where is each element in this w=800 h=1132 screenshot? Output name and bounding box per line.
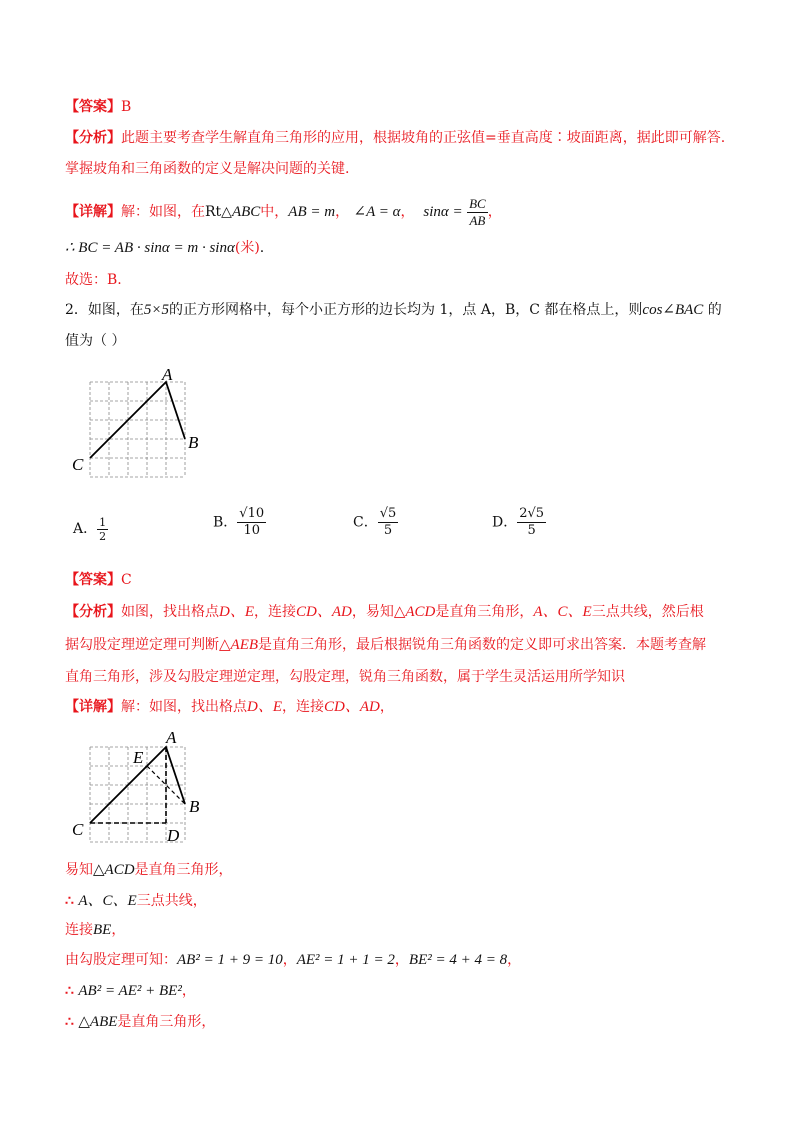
q2-line-pythag: 由勾股定理可知：AB² = 1 + 9 = 10，AE² = 1 + 1 = 2，BE² = 4 + 4 = 8， [65,952,522,968]
sin-fraction: $\frac{BC}{AB}$ [469,195,486,228]
q2-line-acd: 易知△ACD是直角三角形， [65,862,233,878]
label-c: C [72,820,84,839]
label-b: B [189,797,200,816]
q1-answer-line [65,97,131,117]
grid-figure-2 [70,727,220,849]
q2-analysis-line1: 【分析】如图，找出格点D、E，连接CD、AD，易知△ACD是直角三角形，A、C、E三点共线，然后根 [65,604,704,620]
q2-stem-line1: 2．如图，在5×5的正方形网格中，每个小正方形的边长均为 1，点 A，B，C 都在格点上，则cos∠BAC 的 [65,302,722,318]
label-e: E [133,748,144,767]
grid-figure-1 [70,362,210,482]
label-a: A [162,365,173,384]
q1-detail-line: 【详解】解：如图，在Rt△ABC中，AB = m， ∠A = α， sinα = $\frac{BC}{AB}$ ， [65,195,502,228]
analysis-tag: 【分析】 [65,130,121,146]
detail-tag: 【详解】 [65,204,121,220]
q2-line-be: 连接BE， [65,922,126,938]
label-c: C [72,455,84,474]
option-d[interactable]: D． $\frac{2√5}{5}$ [492,506,545,538]
q1-analysis-line1 [65,128,725,148]
analysis-text: 此题主要考查学生解直角三角形的应用，根据坡角的正弦值=垂直高度∶坡面距离，据此即可解答. [121,130,726,146]
q1-calc-line: ∴ BC = AB · sinα = m · sinα(米). [65,240,265,256]
q2-analysis-line2: 据勾股定理逆定理可判断△AEB是直角三角形，最后根据锐角三角函数的定义即可求出答案．本题考查解 [65,637,707,653]
label-b: B [188,433,199,452]
option-a[interactable]: A． $\frac{1}{2}$ [73,515,107,543]
label-d: D [167,826,180,845]
q2-line-ace: ∴ A、C、E三点共线， [65,893,207,909]
q1-analysis-line2: 掌握坡角和三角函数的定义是解决问题的关键. [65,161,350,177]
q2-detail-line: 【详解】解：如图，找出格点D、E，连接CD、AD， [65,699,394,715]
q2-stem-line2: 值为（ ） [65,333,126,349]
q2-line-abe: ∴ △ABE是直角三角形， [65,1014,216,1030]
q2-answer-line: 【答案】C [65,572,132,588]
option-c[interactable]: C． $\frac{√5}{5}$ [353,506,397,538]
label-a: A [166,728,177,747]
q1-choose-line: 故选：B. [65,272,122,288]
q2-line-eq: ∴ AB² = AE² + BE²， [65,983,196,999]
q2-analysis-line3: 直角三角形，涉及勾股定理逆定理，勾股定理，锐角三角函数，属于学生灵活运用所学知识 [65,669,625,685]
option-b[interactable]: B． $\frac{√10}{10}$ [213,506,265,538]
answer-value: B [121,99,132,115]
answer-tag: 【答案】 [65,99,121,115]
